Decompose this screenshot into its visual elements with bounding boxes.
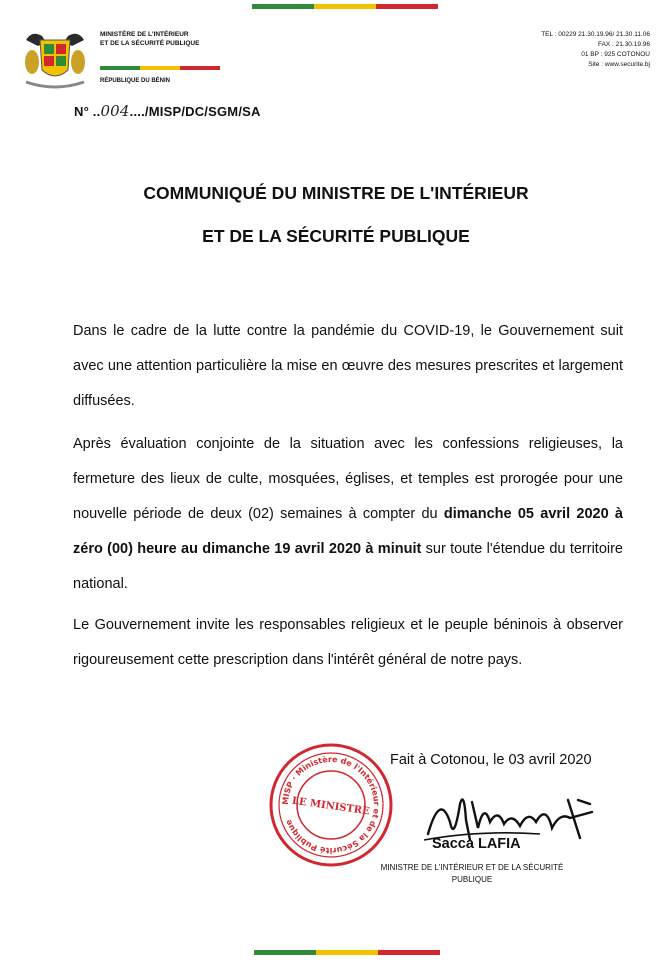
bottom-flag-bar — [254, 950, 440, 955]
signatory-title-line-1: MINISTRE DE L'INTÉRIEUR ET DE LA SÉCURITÉ — [380, 863, 564, 872]
coat-of-arms-emblem — [18, 26, 92, 94]
stamp-ring-text: MISP · Ministère de l'Intérieur et de la Sécurité Publique — [280, 754, 382, 856]
reference-handwritten-number: 004 — [100, 102, 130, 120]
paragraph-1: Dans le cadre de la lutte contre la pandémie du COVID-19, le Gouvernement suit avec une attention particulière la mise en œuvre des mesures prescrites et largement diffusées. — [73, 323, 623, 409]
paragraph-2-end: sur toute l'étendue du territoire national. — [73, 541, 623, 592]
ministry-line-1: MINISTÈRE DE L'INTÉRIEUR — [100, 31, 189, 38]
top-flag-bar — [252, 4, 438, 9]
paragraph-3: Le Gouvernement invite les responsables religieux et le peuple béninois à observer rigoureusement cette prescription dans l'intérêt général de notre pays. — [73, 617, 623, 668]
reference-number — [74, 102, 261, 120]
stamp-center-text: LE MINISTRE — [291, 795, 371, 818]
signatory-name: Sacca LAFIA — [432, 836, 521, 852]
paragraph-2-dates: dimanche 05 avril 2020 à zéro (00) heure au dimanche 19 avril 2020 à minuit — [73, 506, 623, 557]
republic-label: RÉPUBLIQUE DU BÉNIN — [100, 78, 171, 84]
reference-prefix: N° .. — [74, 104, 101, 119]
paragraph-2 — [73, 427, 623, 602]
reference-suffix: ..../MISP/DC/SGM/SA — [129, 104, 261, 119]
place-and-date: Fait à Cotonou, le 03 avril 2020 — [390, 752, 592, 768]
communique-title-line-2: ET DE LA SÉCURITÉ PUBLIQUE — [202, 226, 470, 246]
official-stamp — [264, 738, 398, 872]
contact-block — [541, 30, 650, 70]
contact-tel: TEL : 00229 21.30.19.96/ 21.30.11.06 — [541, 31, 650, 38]
contact-bp: 01 BP : 925 COTONOU — [581, 51, 650, 58]
communique-title-line-1: COMMUNIQUÉ DU MINISTRE DE L'INTÉRIEUR — [143, 183, 529, 203]
contact-site: Site : www.securite.bj — [588, 61, 650, 68]
paragraph-2-intro: Après évaluation conjointe de la situation avec les confessions religieuses, la fermeture des lieux de culte, mosquées, églises, et temples est prorogée pour une nouvelle période de deux (02) semaines à compter du — [73, 436, 623, 522]
signatory-title-line-2: PUBLIQUE — [451, 875, 493, 884]
ministry-name — [100, 30, 199, 48]
ministry-line-2: ET DE LA SÉCURITÉ PUBLIQUE — [100, 40, 200, 47]
ministry-flag-bar — [100, 66, 220, 70]
signatory-title — [372, 862, 572, 886]
contact-fax: FAX : 21.30.19.96 — [597, 41, 650, 48]
